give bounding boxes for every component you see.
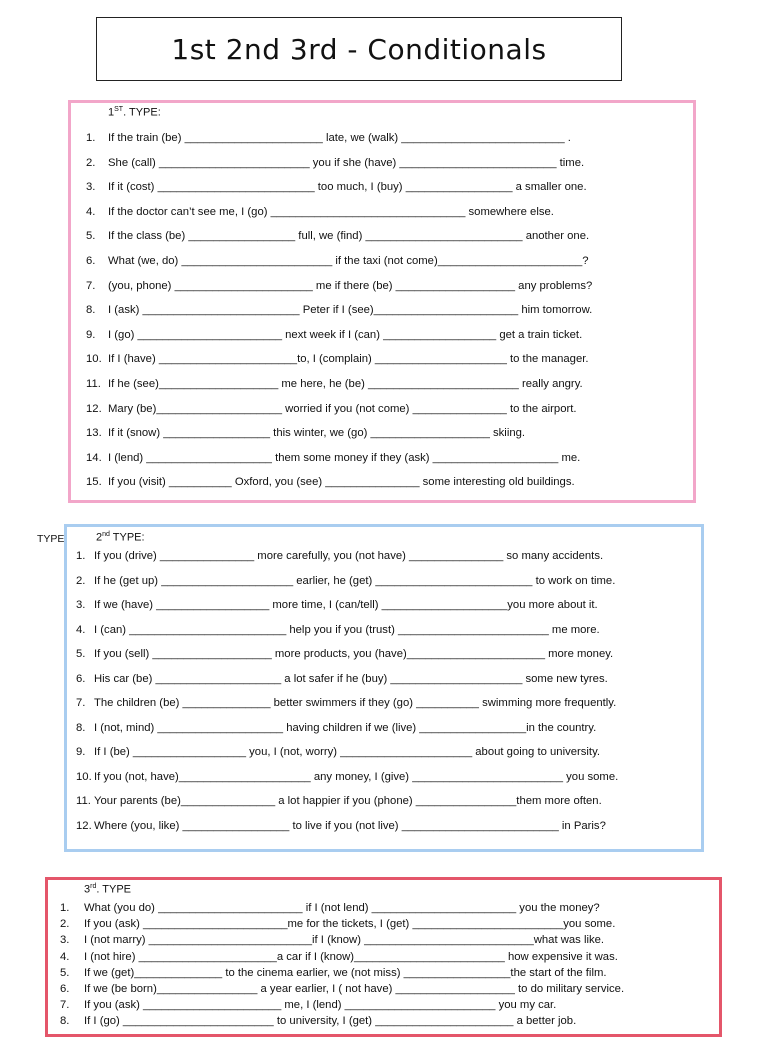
item-sentence: If we (get)______________ to the cinema earlier, we (not miss) _________________the start of the film. (84, 966, 607, 979)
item-sentence: Your parents (be)_______________ a lot happier if you (phone) ________________them more often. (94, 795, 602, 807)
exercise-item (86, 132, 571, 144)
item-sentence: If you (sell) ___________________ more products, you (have)______________________ more money. (94, 648, 614, 660)
item-number: 6. (86, 255, 96, 267)
page-title: 1st 2nd 3rd - Conditionals (171, 32, 547, 66)
item-sentence: I (can) _________________________ help you if you (trust) ________________________ me more. (94, 623, 600, 636)
exercise-item (60, 902, 600, 914)
exercise-item (86, 255, 589, 267)
exercise-item (76, 550, 603, 562)
exercise-item (86, 329, 582, 341)
item-sentence: She (call) ________________________ you if she (have) _________________________ time. (108, 156, 585, 169)
item-number: 4. (86, 205, 96, 218)
item-sentence: I (not hire) ______________________a car if I (know)________________________ how expensive it was. (84, 950, 618, 963)
exercise-item (76, 820, 606, 832)
item-number: 3. (60, 934, 70, 947)
item-sentence: I (go) _______________________ next week if I (can) __________________ get a train ticket. (108, 328, 583, 341)
exercise-item (60, 918, 615, 930)
exercise-item (60, 934, 604, 946)
item-sentence: I (not, mind) ____________________ having children if we (live) _________________in the country. (94, 721, 597, 734)
item-sentence: If I (have) ______________________to, I (complain) _____________________ to the manager. (108, 353, 589, 366)
exercise-item (86, 378, 583, 390)
item-sentence: If the train (be) ______________________ late, we (walk) __________________________ . (108, 132, 571, 144)
item-sentence: If it (cost) _________________________ too much, I (buy) _________________ a smaller one. (108, 181, 587, 194)
item-number: 12. (76, 819, 92, 832)
item-number: 3. (76, 599, 86, 611)
item-sentence: If he (see)___________________ me here, he (be) ________________________ really angry. (108, 378, 583, 390)
item-sentence: If you (visit) __________ Oxford, you (see) _______________ some interesting old buildings. (108, 476, 575, 489)
third-type-header: 3rd. TYPE (84, 883, 132, 896)
exercise-item (86, 353, 589, 365)
item-number: 7. (86, 279, 96, 292)
item-number: 8. (86, 304, 96, 317)
exercise-item (86, 181, 587, 193)
item-number: 8. (76, 721, 86, 734)
item-sentence: If you (not, have)_____________________ any money, I (give) ________________________ you some. (94, 770, 619, 783)
exercise-item (86, 206, 554, 218)
exercise-item (76, 648, 613, 660)
exercise-item (76, 697, 616, 709)
item-number: 5. (86, 230, 96, 243)
item-number: 14. (86, 451, 102, 464)
item-number: 6. (60, 983, 70, 995)
item-number: 1. (76, 550, 86, 562)
item-sentence: What (we, do) ________________________ if the taxi (not come)_______________________? (108, 255, 589, 267)
exercise-item (76, 673, 608, 685)
item-number: 9. (76, 746, 86, 758)
item-sentence: If the class (be) _________________ full, we (find) _________________________ another one. (108, 230, 590, 243)
exercise-item (86, 157, 584, 169)
type-side-label: TYPE (37, 533, 65, 545)
exercise-item (60, 967, 607, 979)
item-sentence: I (lend) ____________________ them some money if they (ask) ____________________ me. (108, 451, 581, 464)
exercise-item (76, 624, 600, 636)
exercise-item (76, 746, 600, 758)
item-number: 12. (86, 402, 102, 415)
item-sentence: If we (have) __________________ more time, I (can/tell) ____________________you more about it. (94, 599, 598, 611)
first-type-header: 1ST. TYPE: (108, 106, 161, 119)
item-sentence: If we (be born)________________ a year earlier, I ( not have) ___________________ to do military service. (84, 983, 625, 995)
exercise-item (86, 427, 525, 439)
item-sentence: His car (be) ____________________ a lot safer if he (buy) _____________________ some new tyres. (94, 672, 608, 685)
item-number: 11. (86, 378, 101, 390)
exercise-item (76, 575, 615, 587)
exercise-item (60, 983, 624, 995)
exercise-item (60, 951, 618, 963)
exercise-item (76, 771, 618, 783)
item-number: 10. (76, 770, 92, 783)
item-sentence: If it (snow) _________________ this winter, we (go) ___________________ skiing. (108, 427, 526, 440)
exercise-item (86, 476, 575, 488)
item-sentence: (you, phone) ______________________ me if there (be) ___________________ any problems? (108, 279, 593, 292)
item-sentence: If he (get up) _____________________ earlier, he (get) _________________________ to work on time. (94, 574, 616, 587)
exercise-item (86, 280, 592, 292)
item-number: 4. (76, 623, 86, 636)
item-sentence: I (not marry) __________________________if I (know) ___________________________what was like. (84, 934, 605, 947)
item-number: 9. (86, 328, 96, 341)
item-number: 7. (60, 999, 70, 1012)
item-number: 5. (60, 966, 70, 979)
exercise-item (60, 999, 556, 1011)
item-sentence: If the doctor can’t see me, I (go) _______________________________ somewhere else. (108, 205, 554, 218)
item-number: 10. (86, 353, 102, 366)
exercise-item (86, 452, 580, 464)
item-number: 2. (76, 574, 86, 587)
item-sentence: The children (be) ______________ better swimmers if they (go) __________ swimming more frequently. (94, 697, 617, 709)
exercise-item (76, 599, 598, 611)
item-sentence: Mary (be)____________________ worried if you (not come) _______________ to the airport. (108, 402, 577, 415)
item-number: 13. (86, 427, 102, 440)
exercise-item (86, 230, 589, 242)
item-number: 8. (60, 1015, 70, 1028)
item-number: 1. (86, 132, 96, 144)
item-sentence: If I (go) ________________________ to university, I (get) ______________________ a better job. (84, 1015, 577, 1028)
title-box (96, 17, 622, 81)
item-number: 7. (76, 697, 86, 709)
item-number: 2. (86, 156, 96, 169)
item-sentence: I (ask) _________________________ Peter if I (see)_______________________ him tomorrow. (108, 304, 593, 317)
item-number: 3. (86, 181, 96, 194)
item-sentence: If I (be) __________________ you, I (not, worry) _____________________ about going to university. (94, 746, 601, 758)
item-number: 6. (76, 672, 86, 685)
item-number: 2. (60, 918, 70, 931)
item-sentence: If you (ask) _______________________me for the tickets, I (get) ________________________you some. (84, 918, 616, 931)
exercise-item (86, 403, 577, 415)
item-sentence: If you (drive) _______________ more carefully, you (not have) _______________ so many accidents. (94, 550, 604, 562)
item-sentence: If you (ask) ______________________ me, I (lend) ________________________ you my car. (84, 999, 557, 1012)
item-number: 15. (86, 476, 102, 489)
item-sentence: What (you do) _______________________ if I (not lend) _______________________ you the money? (84, 902, 600, 914)
item-number: 4. (60, 950, 70, 963)
exercise-item (86, 304, 592, 316)
item-number: 11. (76, 795, 91, 807)
exercise-item (76, 722, 596, 734)
exercise-item (60, 1015, 576, 1027)
item-number: 5. (76, 648, 86, 660)
item-number: 1. (60, 902, 70, 914)
exercise-item (76, 795, 602, 807)
second-type-header: 2nd TYPE: (96, 531, 145, 544)
item-sentence: Where (you, like) _________________ to live if you (not live) _________________________ in Paris? (94, 819, 606, 832)
